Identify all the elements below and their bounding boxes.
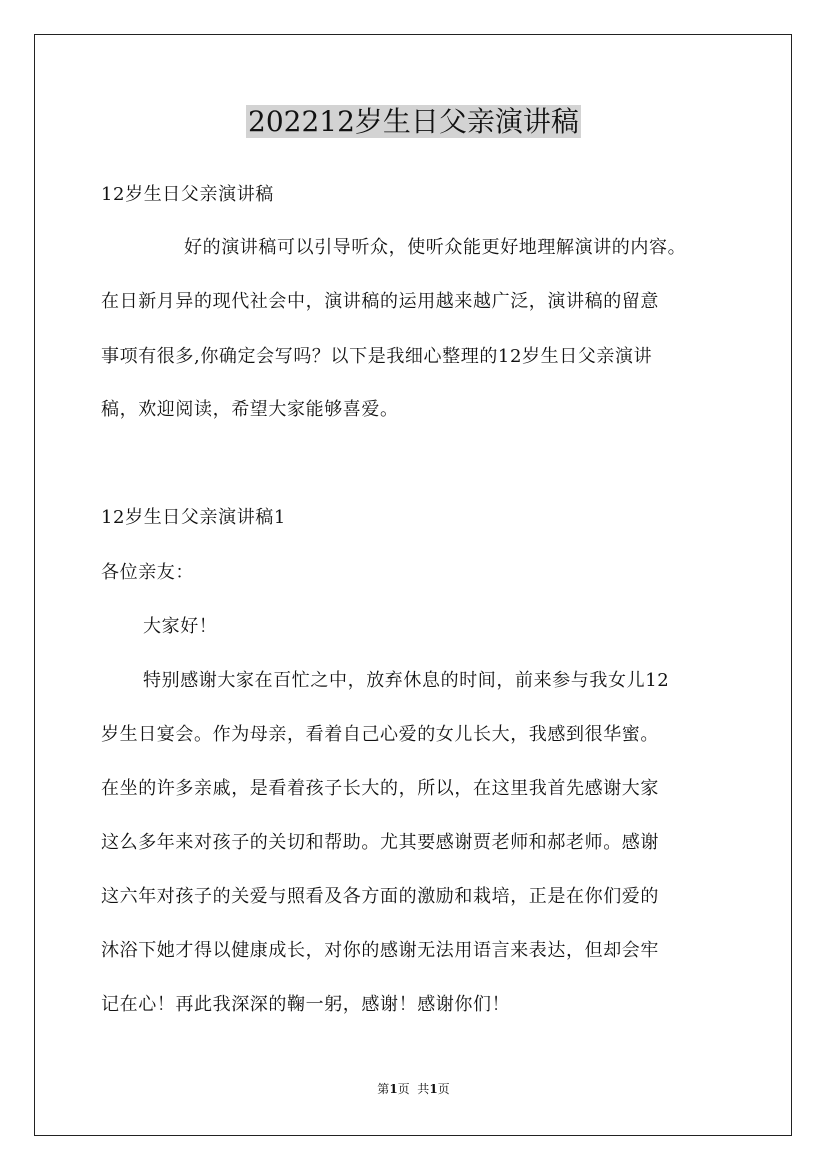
body-line-4: 这么多年来对孩子的关切和帮助。尤其要感谢贾老师和郝老师。感谢: [101, 832, 659, 853]
footer-page-total: 1: [429, 1082, 438, 1096]
body-line-2: 岁生日宴会。作为母亲，看着自己心爱的女儿长大，我感到很华蜜。: [101, 724, 659, 745]
footer-suffix: 页: [437, 1082, 450, 1096]
intro-line-4: 稿，欢迎阅读，希望大家能够喜爱。: [101, 399, 399, 420]
footer-page-number: 1: [389, 1082, 398, 1096]
document-title-text: 202212岁生日父亲演讲稿: [248, 105, 579, 138]
intro-line-1: 好的演讲稿可以引导听众，使听众能更好地理解演讲的内容。: [184, 237, 687, 258]
body-line-6: 沐浴下她才得以健康成长，对你的感谢无法用语言来表达，但却会牢: [101, 940, 659, 961]
body-line-1: 特别感谢大家在百忙之中，放弃休息的时间，前来参与我女儿12: [143, 670, 670, 691]
salutation: 各位亲友：: [101, 562, 194, 583]
intro-line-3: 事项有很多,你确定会写吗？以下是我细心整理的12岁生日父亲演讲: [101, 346, 653, 367]
intro-line-2: 在日新月异的现代社会中，演讲稿的运用越来越广泛，演讲稿的留意: [101, 291, 659, 312]
page-footer: [0, 1081, 827, 1097]
footer-mid: 页 共: [397, 1082, 430, 1096]
footer-prefix: 第: [377, 1082, 390, 1096]
body-line-3: 在坐的许多亲戚，是看着孩子长大的，所以，在这里我首先感谢大家: [101, 778, 659, 799]
body-line-7: 记在心！再此我深深的鞠一躬，感谢！感谢你们！: [101, 994, 511, 1015]
document-subtitle: 12岁生日父亲演讲稿: [101, 184, 274, 205]
section-heading: 12岁生日父亲演讲稿1: [101, 507, 286, 528]
document-title: [0, 103, 827, 141]
body-line-5: 这六年对孩子的关爱与照看及各方面的激励和栽培，正是在你们爱的: [101, 886, 659, 907]
greeting: 大家好！: [143, 616, 218, 637]
